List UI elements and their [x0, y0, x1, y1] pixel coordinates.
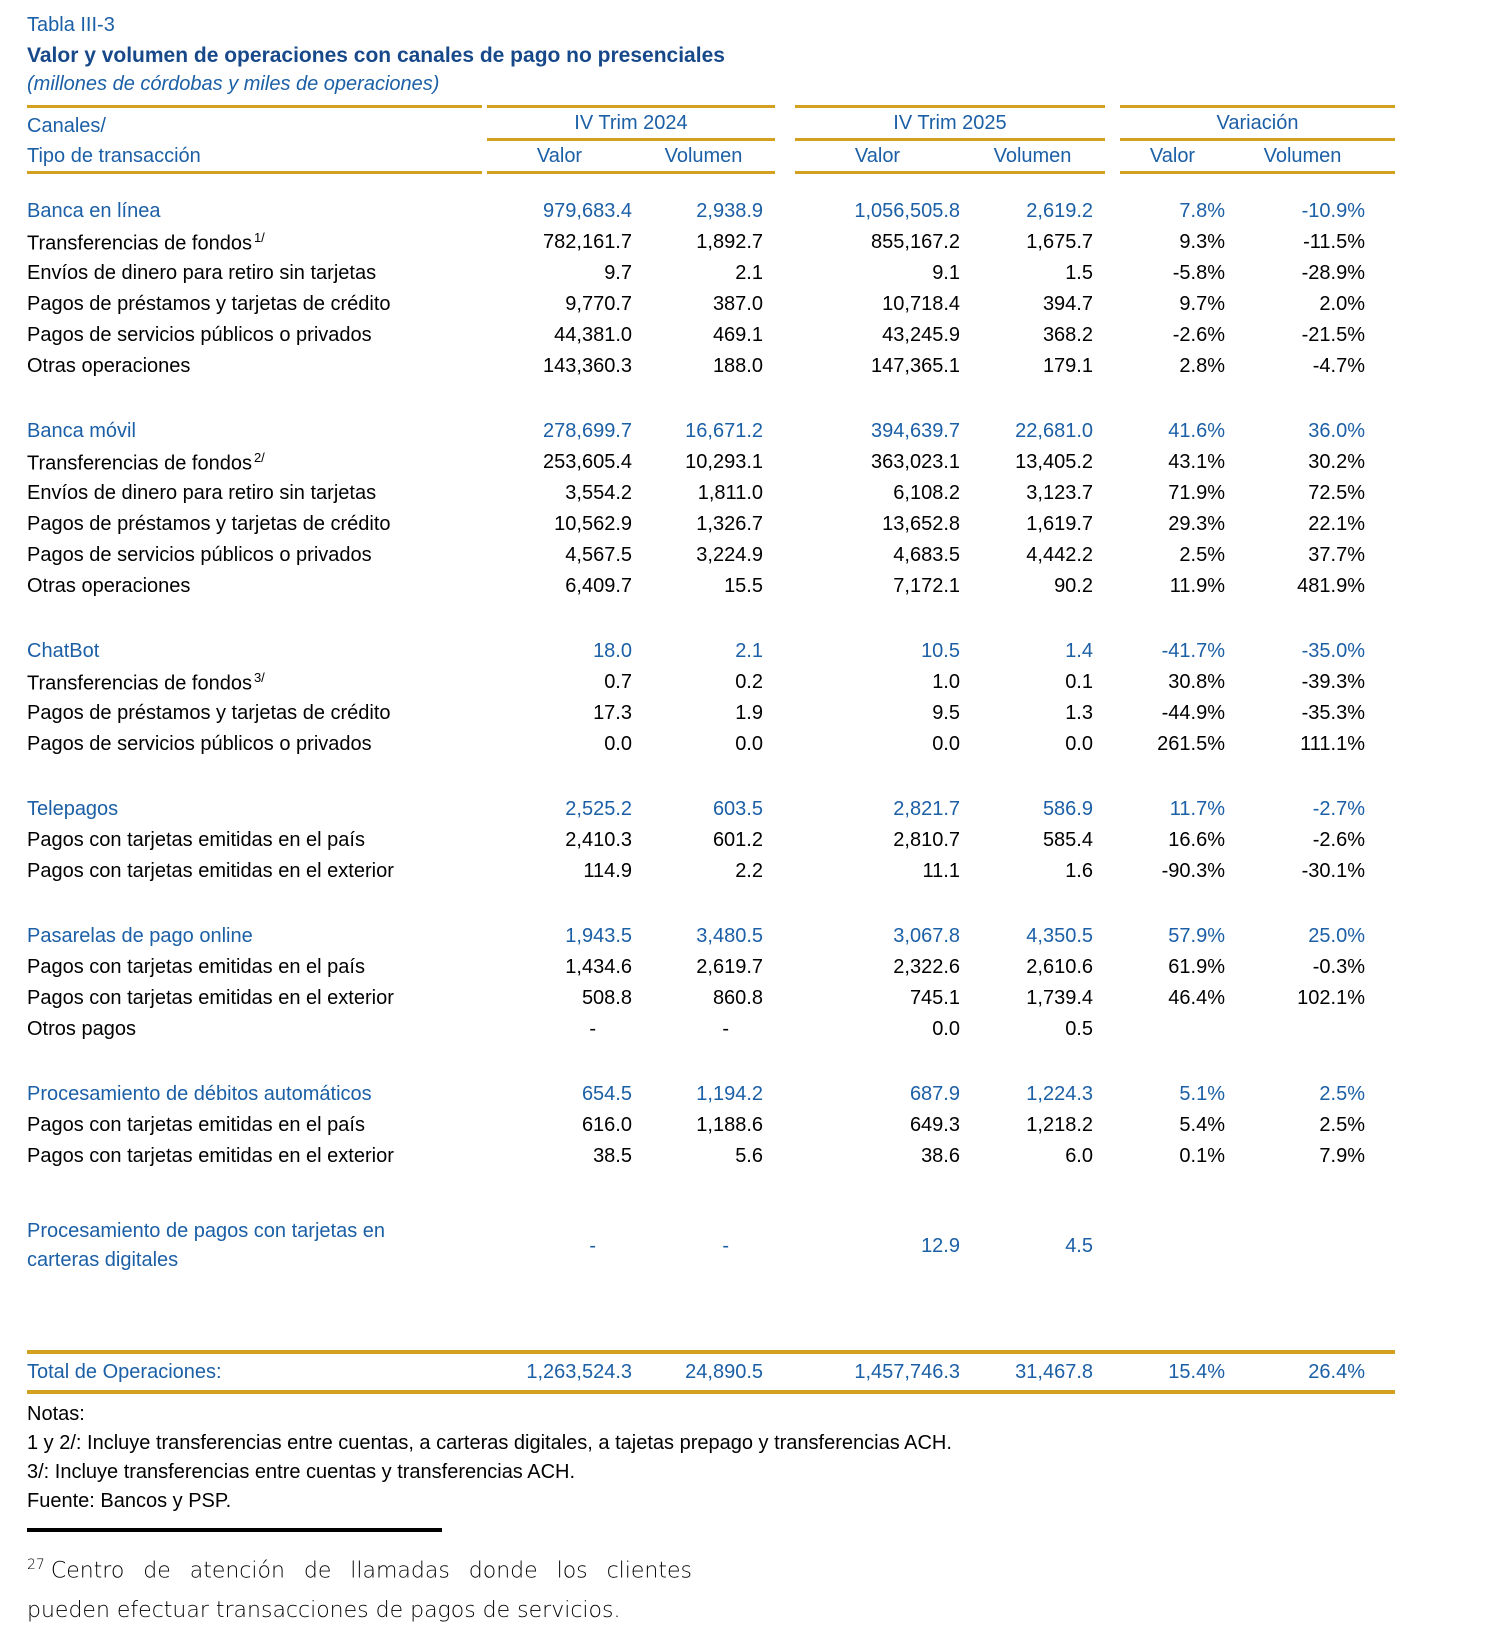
- cell-value: 2,938.9: [696, 200, 763, 222]
- cell-value: 2.1: [735, 640, 763, 662]
- section-label: Procesamiento de débitos automáticos: [27, 1083, 372, 1105]
- cell-value: 261.5%: [1157, 733, 1225, 755]
- row-label-text: Envíos de dinero para retiro sin tarjetas: [27, 482, 377, 504]
- cell-value: 782,161.7: [543, 231, 632, 253]
- row-label: [27, 262, 482, 285]
- cell-value: 43,245.9: [882, 324, 960, 346]
- header-col-valor-2025: Valor: [854, 145, 901, 167]
- section-header-row: [27, 196, 1395, 227]
- cell-value: 2.5%: [1179, 544, 1225, 566]
- cell-value: 481.9%: [1297, 575, 1365, 597]
- cell-value: 179.1: [1042, 355, 1093, 377]
- cell-value: 0.5: [1065, 1018, 1093, 1040]
- header-group-2024-cols: [487, 141, 775, 171]
- cell-value: -: [722, 1234, 729, 1257]
- cell-value: 6,108.2: [893, 482, 960, 504]
- cell-value: 603.5: [712, 798, 763, 820]
- cell-value: -21.5%: [1301, 324, 1365, 346]
- cell-value: 143,360.3: [543, 355, 632, 377]
- row-label: [27, 544, 482, 567]
- cell-value: 2,610.6: [1026, 956, 1093, 978]
- section-label: Telepagos: [27, 798, 119, 820]
- cell-value: 1,619.7: [1026, 513, 1093, 535]
- section-label: Pasarelas de pago online: [27, 925, 253, 947]
- cell-value: 18.0: [593, 640, 632, 662]
- cell-value: 394,639.7: [871, 420, 960, 442]
- cell-value: 7,172.1: [893, 575, 960, 597]
- total-label: Total de Operaciones:: [27, 1360, 222, 1383]
- section-header-row: [27, 416, 1395, 447]
- cell-value: -41.7%: [1161, 640, 1225, 662]
- cell-value: -2.7%: [1312, 798, 1365, 820]
- table-row: [27, 289, 1395, 320]
- table-label: Tabla III-3: [27, 14, 115, 36]
- cell-value: 10.5: [921, 640, 960, 662]
- row-label-text: Pagos de préstamos y tarjetas de crédito: [27, 513, 391, 535]
- cell-value: 25.0%: [1308, 925, 1365, 947]
- cell-value: -10.9%: [1301, 200, 1365, 222]
- row-label-text: Otras operaciones: [27, 355, 191, 377]
- row-label: [27, 230, 482, 256]
- cell-value: 4.5: [1065, 1234, 1093, 1257]
- cell-value: -0.3%: [1312, 956, 1365, 978]
- header-channels-line2: Tipo de transacción: [27, 145, 201, 167]
- note-line: 1 y 2/: Incluye transferencias entre cuentas, a carteras digitales, a tajetas prepago y transferencias ACH.: [27, 1432, 952, 1454]
- cell-value: 9.5: [932, 702, 960, 724]
- table-row: [27, 258, 1395, 289]
- cell-value: 0.0: [932, 733, 960, 755]
- row-label-text: Pagos con tarjetas emitidas en el exterior: [27, 987, 394, 1009]
- cell-value: 90.2: [1054, 575, 1093, 597]
- cell-value: 1,218.2: [1026, 1114, 1093, 1136]
- section-gap: [27, 602, 1498, 636]
- row-label: [27, 513, 482, 536]
- cell-value: 278,699.7: [543, 420, 632, 442]
- table-subtitle: (millones de córdobas y miles de operaciones): [27, 73, 440, 95]
- cell-value: 10,718.4: [882, 293, 960, 315]
- section-label: Procesamiento de pagos con tarjetas en carteras digitales: [27, 1220, 385, 1271]
- header-group-2025-title: IV Trim 2025: [795, 108, 1105, 141]
- cell-value: 43.1%: [1168, 451, 1225, 473]
- cell-value: 2.8%: [1179, 355, 1225, 377]
- cell-value: 11.7%: [1169, 798, 1225, 820]
- footnote-divider: [27, 1528, 442, 1532]
- cell-value: 1,188.6: [696, 1114, 763, 1136]
- cell-value: 2,619.7: [696, 956, 763, 978]
- row-label-text: Envíos de dinero para retiro sin tarjetas: [27, 262, 377, 284]
- cell-value: 508.8: [581, 987, 632, 1009]
- footnote-ref: 2/: [253, 449, 265, 465]
- row-label-text: Pagos con tarjetas emitidas en el país: [27, 956, 365, 978]
- section-gap: [27, 887, 1498, 921]
- cell-value: 6,409.7: [565, 575, 632, 597]
- cell-value: 0.2: [735, 671, 763, 693]
- cell-value: 1,224.3: [1026, 1083, 1093, 1105]
- footnote-ref: 3/: [253, 669, 265, 685]
- section-gap: [27, 760, 1498, 794]
- header-col-volumen-2025: Volumen: [993, 145, 1072, 167]
- cell-value: 111.1%: [1300, 733, 1365, 755]
- footnote: [27, 1545, 692, 1631]
- cell-value: 57.9%: [1168, 925, 1225, 947]
- row-label: [27, 987, 482, 1010]
- cell-value: 71.9%: [1168, 482, 1225, 504]
- header-group-2024-title: IV Trim 2024: [487, 108, 775, 141]
- cell-value: 36.0%: [1308, 420, 1365, 442]
- cell-value: 1.0: [932, 671, 960, 693]
- total-value: 1,457,746.3: [854, 1360, 960, 1383]
- header-group-2025-cols: [795, 141, 1105, 171]
- cell-value: 0.0: [1065, 733, 1093, 755]
- total-value: 15.4%: [1168, 1360, 1225, 1383]
- cell-value: -90.3%: [1161, 860, 1225, 882]
- cell-value: 44,381.0: [554, 324, 632, 346]
- cell-value: -35.3%: [1301, 702, 1365, 724]
- cell-value: 1,326.7: [696, 513, 763, 535]
- cell-value: 46.4%: [1168, 987, 1225, 1009]
- cell-value: 0.1%: [1179, 1145, 1225, 1167]
- row-label: [27, 1114, 482, 1137]
- row-label-text: Pagos con tarjetas emitidas en el exterior: [27, 1145, 394, 1167]
- cell-value: 2.0%: [1319, 293, 1365, 315]
- cell-value: 3,554.2: [565, 482, 632, 504]
- table-row: [27, 667, 1395, 698]
- row-label-text: Pagos de préstamos y tarjetas de crédito: [27, 293, 391, 315]
- section-header-row: [27, 1214, 1395, 1278]
- cell-value: -44.9%: [1161, 702, 1225, 724]
- cell-value: 9.7: [604, 262, 632, 284]
- table-row: [27, 571, 1395, 602]
- row-label-text: Pagos de servicios públicos o privados: [27, 733, 372, 755]
- cell-value: 2,619.2: [1026, 200, 1093, 222]
- cell-value: 16.6%: [1168, 829, 1225, 851]
- cell-value: 41.6%: [1168, 420, 1225, 442]
- cell-value: 1,056,505.8: [854, 200, 960, 222]
- cell-value: 1,892.7: [696, 231, 763, 253]
- cell-value: 387.0: [712, 293, 763, 315]
- cell-value: 11.9%: [1169, 575, 1225, 597]
- cell-value: 0.7: [604, 671, 632, 693]
- cell-value: 4,350.5: [1026, 925, 1093, 947]
- cell-value: 860.8: [712, 987, 763, 1009]
- cell-value: 745.1: [909, 987, 960, 1009]
- section-gap: [27, 1045, 1498, 1079]
- row-label-text: Transferencias de fondos: [27, 672, 252, 695]
- header-group-2025: [795, 105, 1105, 174]
- table-row: [27, 320, 1395, 351]
- cell-value: 9,770.7: [565, 293, 632, 315]
- note-line: Notas:: [27, 1403, 85, 1425]
- header-group-variacion-cols: [1120, 141, 1395, 171]
- cell-value: 61.9%: [1168, 956, 1225, 978]
- section-header-row: [27, 1079, 1395, 1110]
- header-group-variacion-title: Variación: [1120, 108, 1395, 141]
- cell-value: 10,562.9: [554, 513, 632, 535]
- cell-value: 13,405.2: [1015, 451, 1093, 473]
- total-row: [27, 1350, 1395, 1394]
- row-label: [27, 670, 482, 696]
- header-channels-label: [27, 105, 482, 174]
- cell-value: 3,123.7: [1026, 482, 1093, 504]
- row-label-text: Pagos de servicios públicos o privados: [27, 544, 372, 566]
- table-row: [27, 447, 1395, 478]
- footnote-line1: [27, 1545, 692, 1591]
- cell-value: 147,365.1: [871, 355, 960, 377]
- row-label: [27, 1018, 482, 1041]
- cell-value: 0.1: [1065, 671, 1093, 693]
- header-col-volumen-2024: Volumen: [664, 145, 743, 167]
- header-col-valor-variacion: Valor: [1149, 145, 1196, 167]
- header-col-valor-2024: Valor: [536, 145, 583, 167]
- cell-value: 979,683.4: [543, 200, 632, 222]
- cell-value: 4,567.5: [565, 544, 632, 566]
- page-title: Valor y volumen de operaciones con canales de pago no presenciales: [27, 44, 725, 67]
- section-gap: [27, 382, 1498, 416]
- total-value: 31,467.8: [1015, 1360, 1093, 1383]
- row-label-text: Pagos de préstamos y tarjetas de crédito: [27, 702, 391, 724]
- cell-value: 2,810.7: [893, 829, 960, 851]
- cell-value: 469.1: [712, 324, 763, 346]
- cell-value: 17.3: [593, 702, 632, 724]
- row-label: [27, 1145, 482, 1168]
- table-row: [27, 729, 1395, 760]
- cell-value: 15.5: [724, 575, 763, 597]
- row-label: [27, 829, 482, 852]
- footnote-line2: pueden efectuar transacciones de pagos de servicios.: [27, 1598, 621, 1624]
- row-label-text: Otros pagos: [27, 1018, 136, 1040]
- table-row: [27, 1110, 1395, 1141]
- cell-value: 30.2%: [1308, 451, 1365, 473]
- cell-value: 363,023.1: [871, 451, 960, 473]
- section-label: Banca en línea: [27, 200, 161, 222]
- table-body: [27, 196, 1498, 1350]
- cell-value: 2,525.2: [565, 798, 632, 820]
- table-row: [27, 540, 1395, 571]
- header-col-volumen-variacion: Volumen: [1263, 145, 1342, 167]
- cell-value: 0.0: [735, 733, 763, 755]
- cell-value: -30.1%: [1301, 860, 1365, 882]
- row-label-text: Transferencias de fondos: [27, 452, 252, 475]
- table-header: [27, 105, 1395, 174]
- cell-value: 4,683.5: [893, 544, 960, 566]
- cell-value: 368.2: [1042, 324, 1093, 346]
- row-label: [27, 450, 482, 476]
- cell-value: 13,652.8: [882, 513, 960, 535]
- table-row: [27, 509, 1395, 540]
- cell-value: -2.6%: [1172, 324, 1225, 346]
- cell-value: 585.4: [1042, 829, 1093, 851]
- cell-value: 1,943.5: [565, 925, 632, 947]
- total-value: 1,263,524.3: [526, 1360, 632, 1383]
- table-row: [27, 1014, 1395, 1045]
- cell-value: 2.5%: [1319, 1083, 1365, 1105]
- cell-value: -4.7%: [1312, 355, 1365, 377]
- cell-value: 16,671.2: [685, 420, 763, 442]
- footnote-ref: 1/: [253, 229, 265, 245]
- cell-value: 3,224.9: [696, 544, 763, 566]
- note-line: Fuente: Bancos y PSP.: [27, 1490, 232, 1512]
- cell-value: 601.2: [712, 829, 763, 851]
- row-label-text: Pagos con tarjetas emitidas en el país: [27, 829, 365, 851]
- row-label-text: Transferencias de fondos: [27, 232, 252, 255]
- footnote-number: 27: [27, 1557, 45, 1573]
- cell-value: -39.3%: [1301, 671, 1365, 693]
- table-row: [27, 825, 1395, 856]
- cell-value: 1.4: [1065, 640, 1093, 662]
- cell-value: 22,681.0: [1015, 420, 1093, 442]
- cell-value: -28.9%: [1301, 262, 1365, 284]
- table-row: [27, 227, 1395, 258]
- cell-value: 4,442.2: [1026, 544, 1093, 566]
- cell-value: 72.5%: [1308, 482, 1365, 504]
- cell-value: 38.5: [593, 1145, 632, 1167]
- header-group-2024: [487, 105, 775, 174]
- cell-value: 188.0: [712, 355, 763, 377]
- footnote-text: Centro de atención de llamadas donde los clientes: [50, 1558, 692, 1584]
- cell-value: 7.9%: [1319, 1145, 1365, 1167]
- total-value: 26.4%: [1308, 1360, 1365, 1383]
- cell-value: 1,675.7: [1026, 231, 1093, 253]
- cell-value: 9.7%: [1179, 293, 1225, 315]
- cell-value: 10,293.1: [685, 451, 763, 473]
- cell-value: 3,067.8: [893, 925, 960, 947]
- cell-value: 6.0: [1065, 1145, 1093, 1167]
- section-label: Banca móvil: [27, 420, 136, 442]
- cell-value: 1,811.0: [697, 482, 763, 504]
- table-row: [27, 351, 1395, 382]
- section-header-row: [27, 794, 1395, 825]
- cell-value: 649.3: [909, 1114, 960, 1136]
- cell-value: 114.9: [583, 860, 632, 882]
- cell-value: 586.9: [1042, 798, 1093, 820]
- cell-value: -: [589, 1234, 596, 1257]
- cell-value: 2.5%: [1319, 1114, 1365, 1136]
- row-label: [27, 956, 482, 979]
- cell-value: -35.0%: [1301, 640, 1365, 662]
- cell-value: 1,194.2: [696, 1083, 763, 1105]
- notes: [27, 1400, 1498, 1516]
- cell-value: 2.1: [735, 262, 763, 284]
- table-row: [27, 478, 1395, 509]
- cell-value: 0.0: [604, 733, 632, 755]
- cell-value: 5.6: [735, 1145, 763, 1167]
- cell-value: 22.1%: [1308, 513, 1365, 535]
- cell-value: 30.8%: [1168, 671, 1225, 693]
- cell-value: 1.9: [735, 702, 763, 724]
- cell-value: 654.5: [581, 1083, 632, 1105]
- cell-value: 616.0: [581, 1114, 632, 1136]
- table-row: [27, 856, 1395, 887]
- cell-value: 1.6: [1065, 860, 1093, 882]
- cell-value: 7.8%: [1179, 200, 1225, 222]
- section-gap: [27, 1172, 1498, 1214]
- cell-value: 2,410.3: [565, 829, 632, 851]
- section-header-row: [27, 636, 1395, 667]
- cell-value: 2.2: [735, 860, 763, 882]
- row-label: [27, 482, 482, 505]
- cell-value: -: [589, 1018, 596, 1040]
- row-label: [27, 293, 482, 316]
- cell-value: 855,167.2: [871, 231, 960, 253]
- cell-value: 12.9: [921, 1234, 960, 1257]
- cell-value: 394.7: [1042, 293, 1093, 315]
- cell-value: 1.5: [1065, 262, 1093, 284]
- table-row: [27, 952, 1395, 983]
- cell-value: 9.3%: [1179, 231, 1225, 253]
- row-label-text: Pagos con tarjetas emitidas en el país: [27, 1114, 365, 1136]
- table-row: [27, 983, 1395, 1014]
- cell-value: -2.6%: [1312, 829, 1365, 851]
- header-channels-line1: Canales/: [27, 115, 106, 137]
- cell-value: 102.1%: [1297, 987, 1365, 1009]
- cell-value: 37.7%: [1308, 544, 1365, 566]
- section-gap: [27, 1278, 1498, 1350]
- row-label: [27, 575, 482, 598]
- row-label: [27, 733, 482, 756]
- cell-value: 0.0: [932, 1018, 960, 1040]
- header-group-variacion: [1120, 105, 1395, 174]
- cell-value: -: [722, 1018, 729, 1040]
- table-row: [27, 1141, 1395, 1172]
- cell-value: 5.1%: [1179, 1083, 1225, 1105]
- section-header-row: [27, 921, 1395, 952]
- cell-value: 687.9: [909, 1083, 960, 1105]
- section-label: ChatBot: [27, 640, 100, 662]
- cell-value: 5.4%: [1179, 1114, 1225, 1136]
- cell-value: 11.1: [922, 860, 960, 882]
- cell-value: -5.8%: [1172, 262, 1225, 284]
- total-value: 24,890.5: [685, 1360, 763, 1383]
- cell-value: 2,821.7: [893, 798, 960, 820]
- note-line: 3/: Incluye transferencias entre cuentas y transferencias ACH.: [27, 1461, 576, 1483]
- cell-value: 2,322.6: [893, 956, 960, 978]
- cell-value: 29.3%: [1168, 513, 1225, 535]
- cell-value: -11.5%: [1303, 231, 1365, 253]
- row-label: [27, 355, 482, 378]
- row-label: [27, 324, 482, 347]
- cell-value: 1.3: [1065, 702, 1093, 724]
- row-label-text: Pagos de servicios públicos o privados: [27, 324, 372, 346]
- row-label-text: Pagos con tarjetas emitidas en el exterior: [27, 860, 394, 882]
- cell-value: 9.1: [932, 262, 960, 284]
- cell-value: 1,739.4: [1026, 987, 1093, 1009]
- cell-value: 1,434.6: [565, 956, 632, 978]
- row-label: [27, 702, 482, 725]
- row-label-text: Otras operaciones: [27, 575, 191, 597]
- cell-value: 253,605.4: [543, 451, 632, 473]
- table-row: [27, 698, 1395, 729]
- cell-value: 38.6: [921, 1145, 960, 1167]
- cell-value: 3,480.5: [696, 925, 763, 947]
- row-label: [27, 860, 482, 883]
